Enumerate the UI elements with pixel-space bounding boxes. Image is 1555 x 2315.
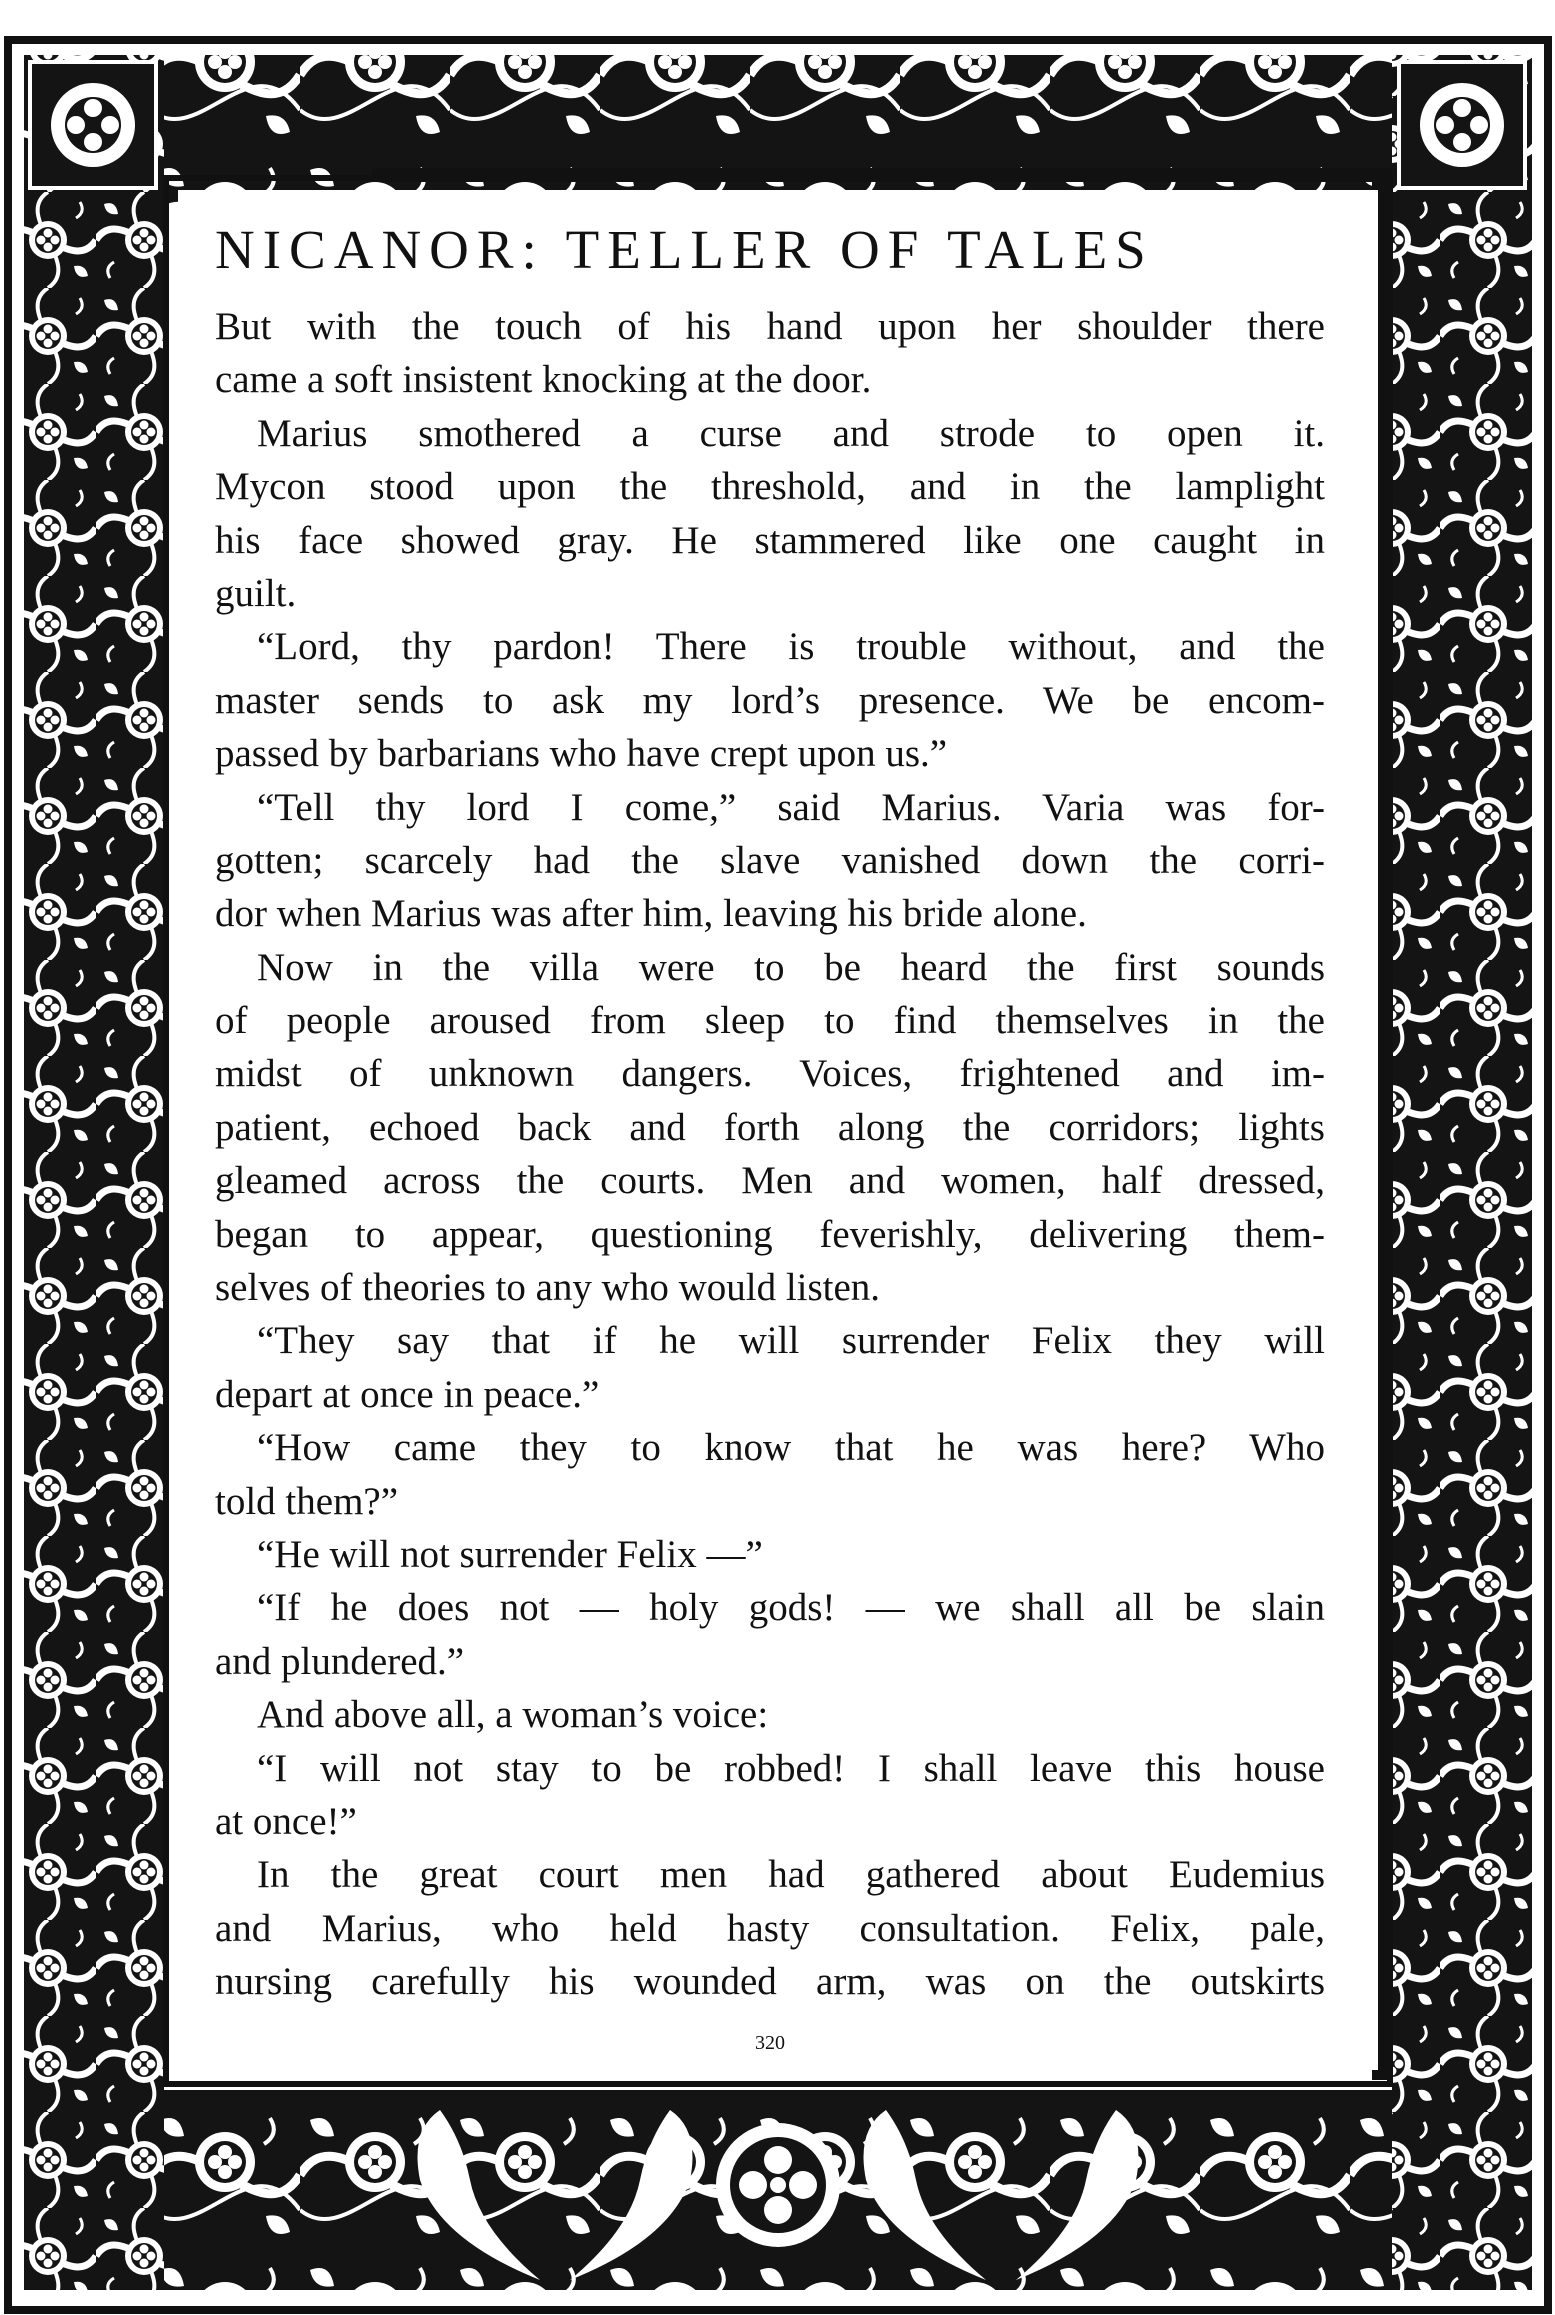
text-line: of people aroused from sleep to find themselves in the — [215, 999, 1325, 1043]
text-line: “He will not surrender Felix —” — [257, 1532, 763, 1576]
text-line: guilt. — [215, 571, 297, 615]
text-line: dor when Marius was after him, leaving his bride alone. — [215, 892, 1087, 936]
running-head: NICANOR: TELLER OF TALES — [215, 219, 1154, 280]
text-line: Marius smothered a curse and strode to open it. — [257, 411, 1325, 455]
text-line: and plundered.” — [215, 1639, 465, 1683]
text-line: came a soft insistent knocking at the door. — [215, 358, 872, 402]
body-text — [215, 300, 1325, 2009]
text-line: “Lord, thy pardon! There is trouble without, and the — [257, 625, 1325, 669]
text-line: And above all, a woman’s voice: — [257, 1693, 769, 1737]
text-line: “How came they to know that he was here? Who — [257, 1426, 1325, 1470]
text-line: at once!” — [215, 1799, 357, 1843]
text-line: patient, echoed back and forth along the corridors; lights — [215, 1105, 1325, 1149]
text-line: and Marius, who held hasty consultation. Felix, pale, — [215, 1906, 1325, 1950]
text-line: gotten; scarcely had the slave vanished down the corri- — [215, 838, 1325, 882]
text-line: gleamed across the courts. Men and women, half dressed, — [215, 1159, 1325, 1203]
text-line: nursing carefully his wounded arm, was on the outskirts — [215, 1960, 1325, 2004]
text-line: “If he does not — holy gods! — we shall all be slain — [257, 1586, 1325, 1630]
text-line: depart at once in peace.” — [215, 1372, 600, 1416]
text-line: began to appear, questioning feverishly, delivering them- — [215, 1212, 1325, 1256]
text-line: selves of theories to any who would listen. — [215, 1266, 881, 1310]
text-line: But with the touch of his hand upon her shoulder there — [215, 305, 1325, 348]
text-line: In the great court men had gathered about Eudemius — [257, 1853, 1325, 1897]
text-line: “Tell thy lord I come,” said Marius. Varia was for- — [257, 785, 1325, 829]
rosette-bottom-center — [716, 2123, 840, 2247]
text-line: “I will not stay to be robbed! I shall leave this house — [257, 1746, 1325, 1790]
text-line: passed by barbarians who have crept upon us.” — [215, 732, 948, 776]
text-line: told them?” — [215, 1479, 399, 1523]
text-line: midst of unknown dangers. Voices, frightened and im- — [215, 1052, 1325, 1096]
text-line: his face showed gray. He stammered like one caught in — [215, 518, 1325, 562]
text-line: master sends to ask my lord’s presence. We be encom- — [215, 678, 1325, 722]
corner-ornament-top-left — [30, 62, 156, 188]
text-line: “They say that if he will surrender Felix they will — [257, 1319, 1325, 1363]
text-line: Mycon stood upon the threshold, and in the lamplight — [215, 465, 1325, 509]
corner-ornament-top-right — [1399, 62, 1525, 188]
page-number: 320 — [755, 2032, 785, 2054]
text-line: Now in the villa were to be heard the first sounds — [257, 945, 1325, 989]
